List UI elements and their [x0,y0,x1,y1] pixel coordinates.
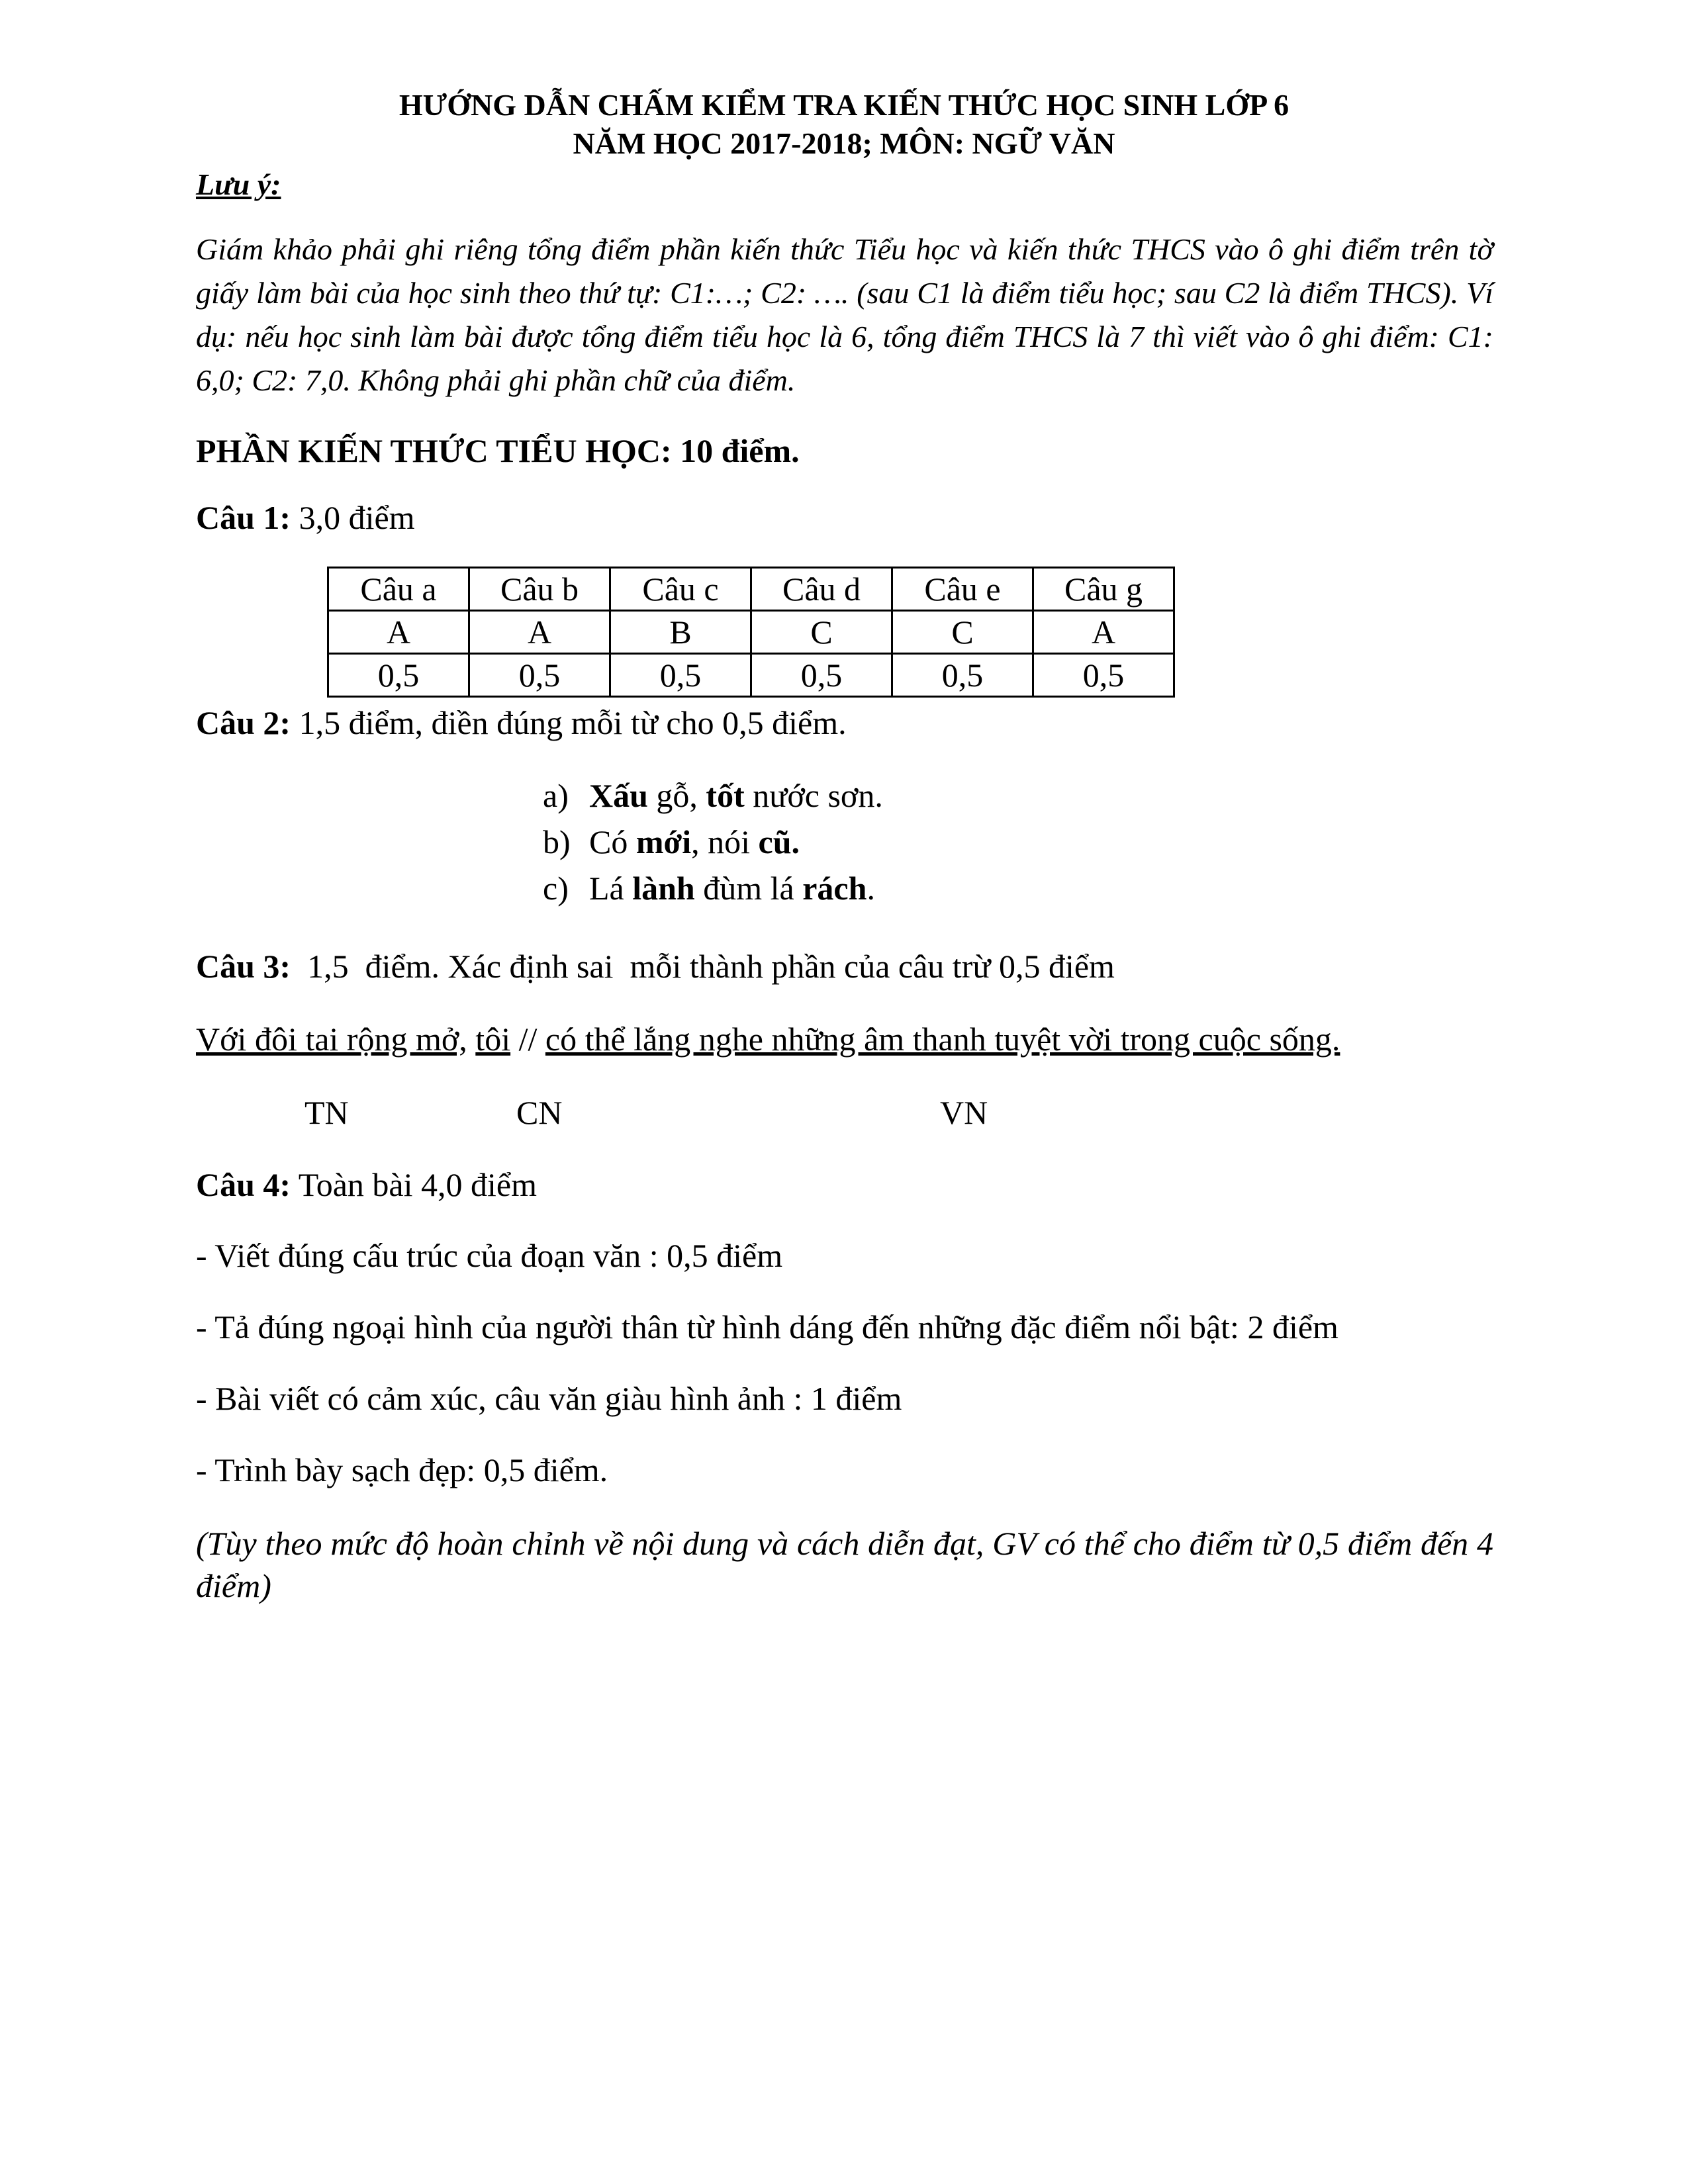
question-1-points: 3,0 điểm [299,499,415,536]
list-item: - Tả đúng ngoại hình của người thân từ hình dáng đến những đặc điểm nổi bật: 2 điểm [196,1308,1338,1345]
table-cell: 0,5 [751,654,892,697]
answer-word: tốt [706,777,745,814]
table-cell: 0,5 [1033,654,1174,697]
question-3-label: Câu 3: [196,948,291,985]
question-2-text: 1,5 điểm, điền đúng mỗi từ cho 0,5 điểm. [299,704,847,741]
list-item: - Bài viết có cảm xúc, câu văn giàu hình ảnh : 1 điểm [196,1380,902,1417]
sentence-part-subject: tôi [475,1021,511,1058]
table-cell: A [469,611,610,654]
sentence-part-adverbial: Với đôi tai rộng mở, [196,1021,467,1058]
note-label: Lưu ý: [196,167,281,201]
table-cell: 0,5 [892,654,1033,697]
table-header-cell: Câu b [469,568,610,611]
example-sentence [196,1019,1340,1059]
question-3 [196,946,1115,986]
closing-note: (Tùy theo mức độ hoàn chỉnh về nội dung và cách diễn đạt, GV có thể cho điểm từ 0,5 điểm đến 4 điểm) [196,1525,1493,1604]
table-cell: 0,5 [610,654,751,697]
list-item: - Trình bày sạch đẹp: 0,5 điểm. [196,1451,608,1488]
list-marker: b) [543,823,571,860]
question-1-label: Câu 1: [196,499,291,536]
sentence-part-predicate: có thể lắng nghe những âm thanh tuyệt vời trong cuộc sống. [545,1021,1340,1058]
answer-word: lành [632,870,695,907]
table-header-cell: Câu d [751,568,892,611]
note-paragraph: Giám khảo phải ghi riêng tổng điểm phần kiến thức Tiểu học và kiến thức THCS vào ô ghi điểm trên tờ giấy làm bài của học sinh theo thứ tự: C1:…; C2: …. (sau C1 là điểm tiểu học; sau C2 là điểm THCS). Ví dụ: nếu học sinh làm bài được tổng điểm tiểu học là 6, tổng điểm THCS là 7 thì viết vào ô ghi điểm: C1: 6,0; C2: 7,0. Không phải ghi phần chữ của điểm. [196,232,1493,397]
question-3-text: 1,5 điểm. Xác định sai mỗi thành phần của câu trừ 0,5 điểm [307,948,1115,985]
table-cell: 0,5 [328,654,469,697]
list-text: . [867,870,875,907]
table-cell: C [751,611,892,654]
list-item: - Viết đúng cấu trúc của đoạn văn : 0,5 điểm [196,1237,783,1274]
list-item [543,776,883,815]
list-text: nước sơn. [744,777,883,814]
answer-table [327,567,1175,698]
question-4 [196,1165,537,1205]
answer-word: mới [635,823,692,860]
table-cell: A [328,611,469,654]
answer-table-header-row [328,568,1174,611]
answer-word: cũ. [758,823,800,860]
answer-table-score-row [328,654,1174,697]
table-cell: C [892,611,1033,654]
answer-word: rách [802,870,867,907]
table-cell: A [1033,611,1174,654]
question-4-text: Toàn bài 4,0 điểm [298,1166,537,1203]
document-title-line-1: HƯỚNG DẪN CHẤM KIỂM TRA KIẾN THỨC HỌC SINH LỚP 6 [399,88,1289,122]
list-text: Lá [589,870,633,907]
answer-word: Xấu [589,777,648,814]
list-text: gỗ, [647,777,706,814]
table-header-cell: Câu e [892,568,1033,611]
label-vn: VN [940,1094,988,1131]
table-cell: 0,5 [469,654,610,697]
question-1 [196,498,415,537]
label-tn: TN [305,1094,349,1131]
document-title-line-2: NĂM HỌC 2017-2018; MÔN: NGỮ VĂN [573,126,1115,160]
list-item [543,868,875,908]
label-cn: CN [516,1094,563,1131]
list-marker: c) [543,870,569,907]
list-text: Có [589,823,636,860]
question-4-label: Câu 4: [196,1166,291,1203]
list-text: đùm lá [694,870,803,907]
section-title: PHẦN KIẾN THỨC TIỂU HỌC: 10 điểm. [196,432,800,469]
list-marker: a) [543,777,569,814]
question-2-label: Câu 2: [196,704,291,741]
sentence-separator: // [518,1021,538,1058]
table-cell: B [610,611,751,654]
table-header-cell: Câu g [1033,568,1174,611]
answer-table-answer-row [328,611,1174,654]
list-item [543,822,800,862]
table-header-cell: Câu c [610,568,751,611]
question-2 [196,703,847,743]
table-header-cell: Câu a [328,568,469,611]
list-text: , nói [691,823,759,860]
